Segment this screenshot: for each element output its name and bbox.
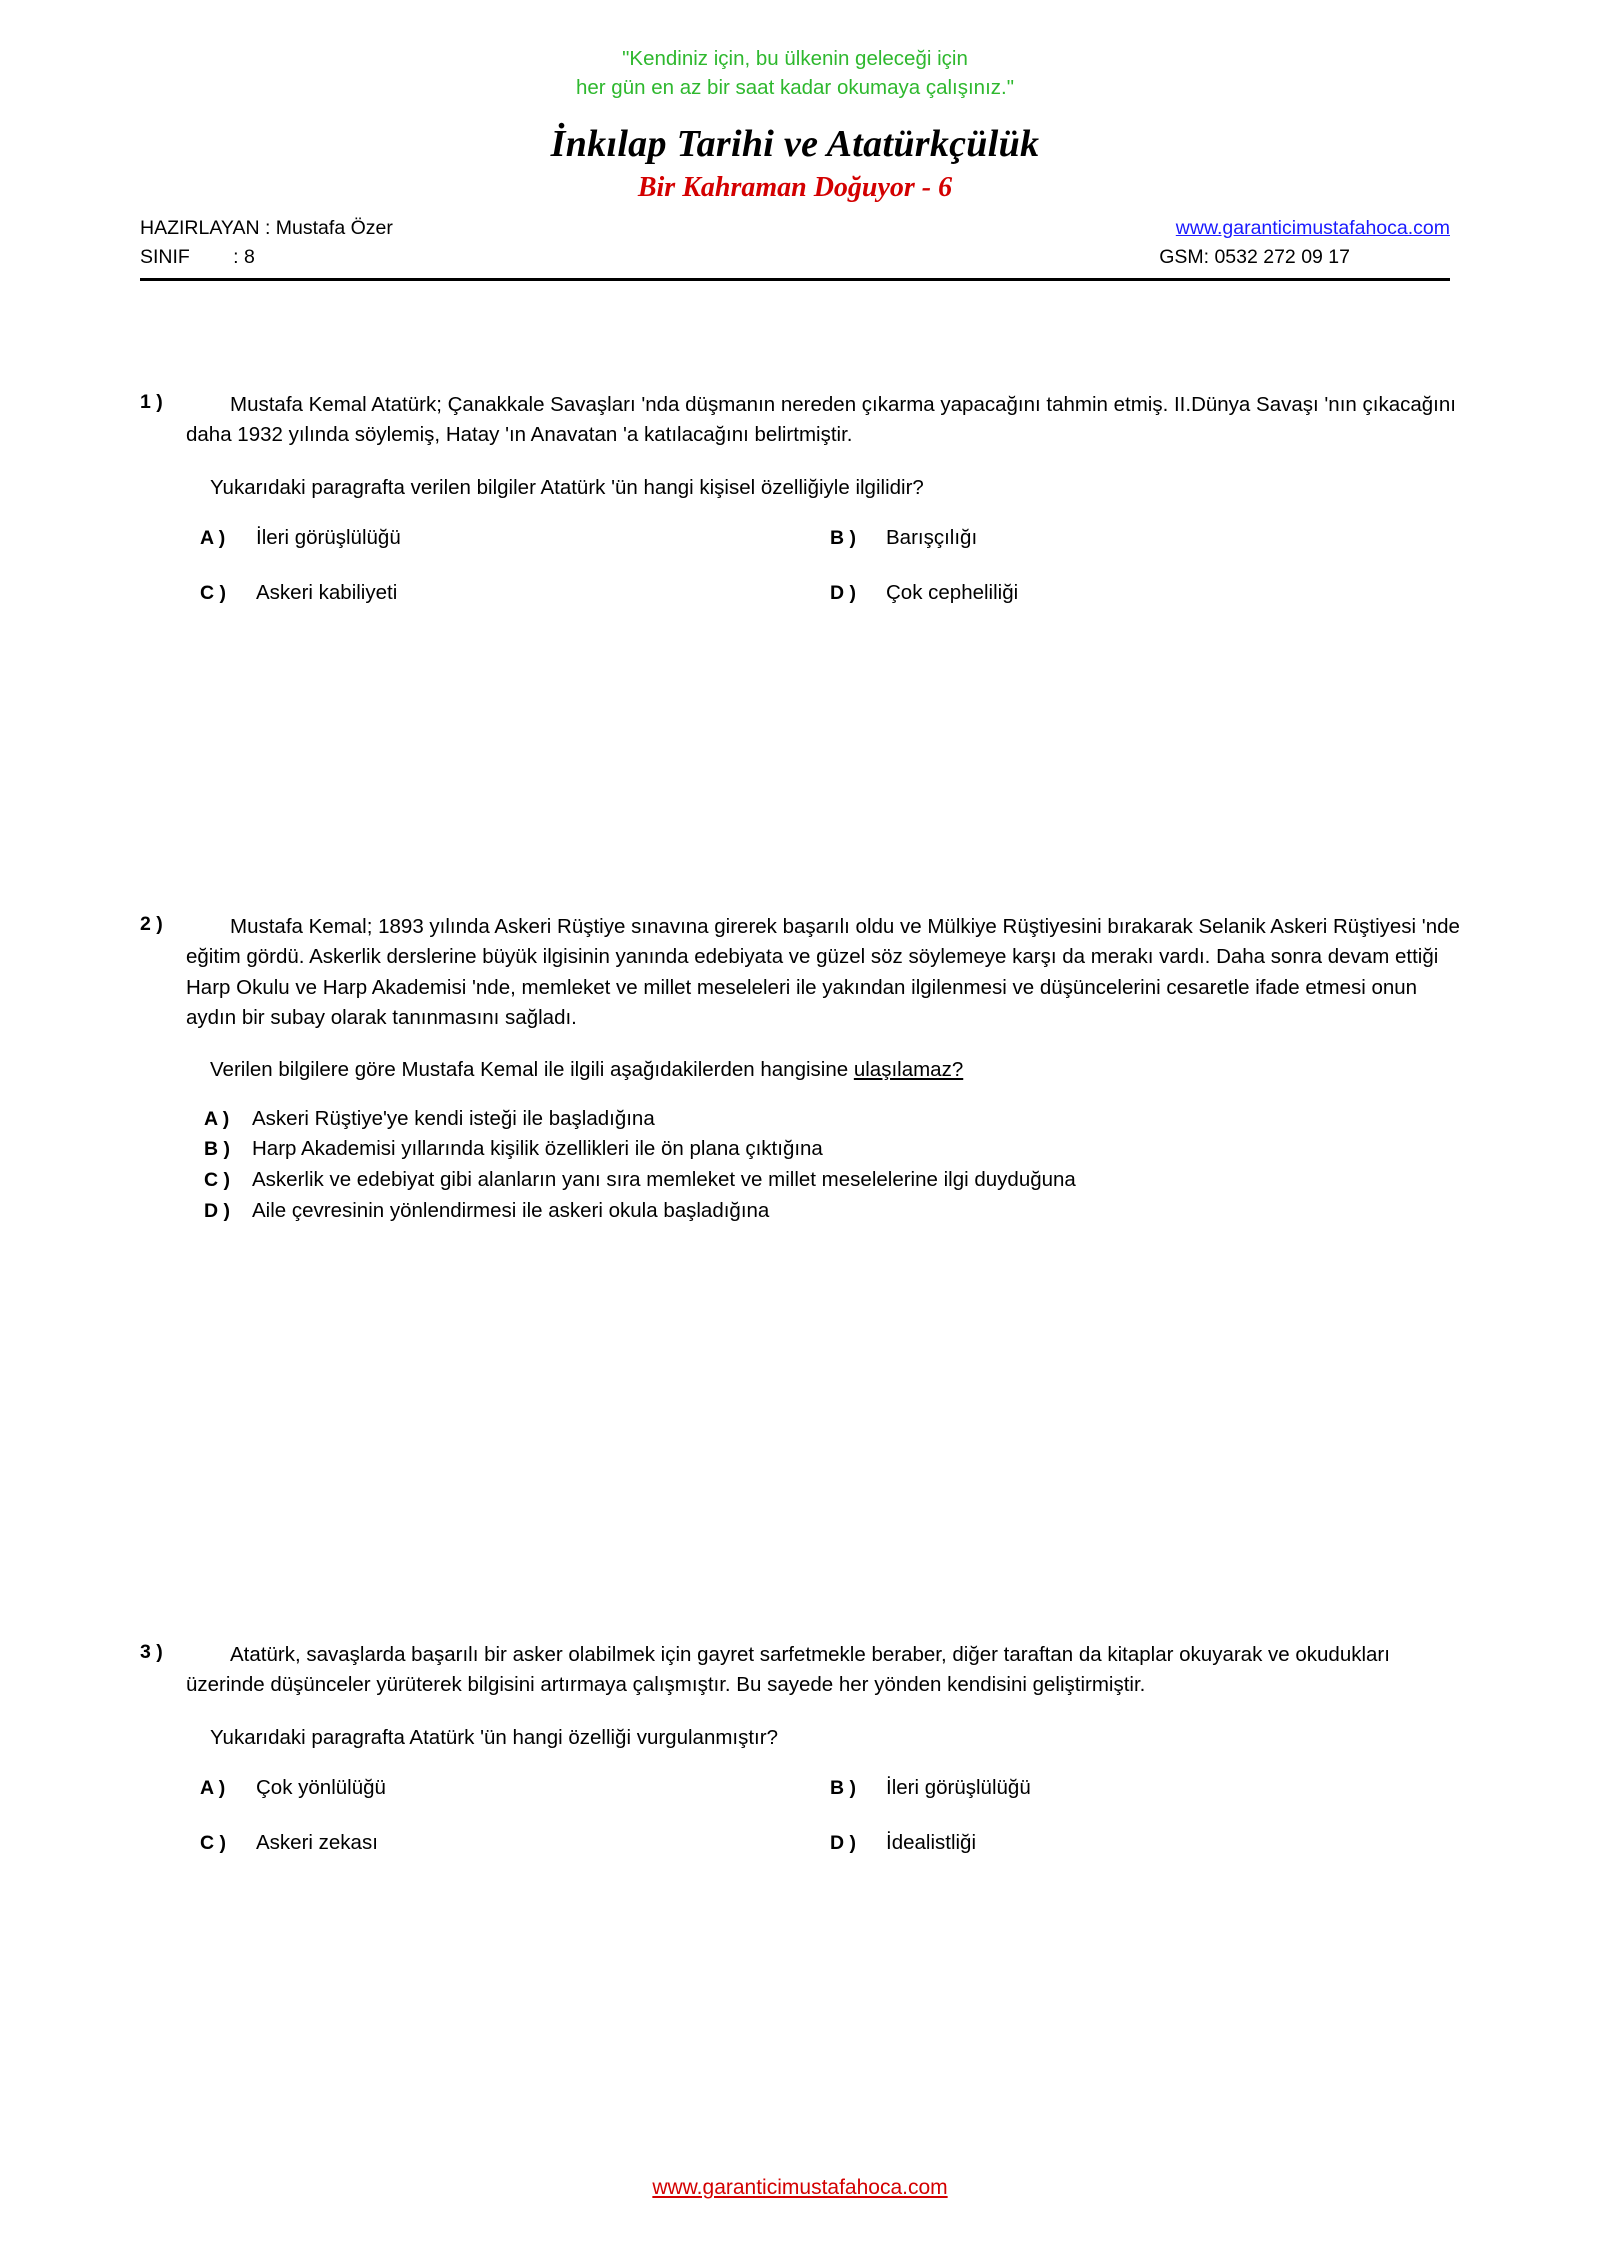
prepared-by-label: HAZIRLAYAN : Mustafa Özer [140,217,393,240]
option-2-d[interactable] [204,1198,1460,1225]
option-2-a[interactable] [204,1106,1460,1133]
meta-row-top [140,214,1450,243]
option-2-b-text: Harp Akademisi yıllarında kişilik özellikleri ile ön plana çıktığına [252,1137,823,1161]
option-2-c-text: Askerlik ve edebiyat gibi alanların yanı sıra memleket ve millet meselelerine ilgi duyduğuna [252,1167,1076,1191]
option-1-b-letter: B ) [830,526,856,549]
gsm-number: GSM: 0532 272 09 17 [1159,245,1350,268]
question-3-options [140,1775,1460,1856]
question-2-stem-underlined: ulaşılamaz? [853,1058,964,1082]
question-1-paragraph: Mustafa Kemal Atatürk; Çanakkale Savaşları 'nda düşmanın nereden çıkarma yapacağını tahmin etmiş. II.Dünya Savaşı 'nın çıkacağını daha 1932 yılında söylemiş, Hatay 'ın Anavatan 'a katılacağını belirtmiştir. [186,393,1456,447]
option-3-c-text: Askeri zekası [256,1830,378,1854]
option-2-a-letter: A ) [204,1107,230,1130]
option-2-d-letter: D ) [204,1199,230,1222]
option-3-d-text: İdealistliği [886,1830,977,1854]
question-1-options [140,525,1460,606]
option-3-d[interactable] [830,1830,1460,1857]
header-meta [140,214,1450,280]
option-3-a[interactable] [200,1775,830,1802]
option-3-a-text: Çok yönlülüğü [256,1775,386,1799]
option-1-d-text: Çok cepheliliği [886,580,1019,604]
question-2-paragraph: Mustafa Kemal; 1893 yılında Askeri Rüştiye sınavına girerek başarılı oldu ve Mülkiye Rüştiyesini bırakarak Selanik Askeri Rüştiyesi 'nde eğitim gördü. Askerlik derslerine büyük ilgisinin yanında edebiyata ve güzel söz söylemeye karşı da merakı vardı. Daha sonra devam ettiği Harp Okulu ve Harp Akademisi 'nde, memleket ve millet meseleleri ile yakından ilgilenmesi ve düşüncelerini cesaretle ifade etmesi onun aydın bir subay olarak tanınmasını sağladı. [186,915,1460,1029]
option-3-c[interactable] [200,1830,830,1857]
question-3 [140,1640,1460,1856]
question-1-stem: Yukarıdaki paragrafta verilen bilgiler Atatürk 'ün hangi kişisel özelliğiyle ilgilidir? [210,475,924,499]
question-2-text [186,912,1460,1033]
question-2-number: 2 ) [140,913,163,935]
motto-line-2: her gün en az bir saat kadar okumaya çalışınız." [575,76,1014,100]
option-2-c[interactable] [204,1167,1460,1194]
page-subtitle: Bir Kahraman Doğuyor - 6 [637,172,953,204]
question-3-body [140,1640,1460,1701]
header-website-link[interactable]: www.garanticimustafahoca.com [1175,217,1450,240]
option-1-b[interactable] [830,525,1460,552]
page-title: İnkılap Tarihi ve Atatürkçülük [550,123,1040,166]
meta-row-bottom [140,243,1450,272]
question-1-number: 1 ) [140,391,163,413]
question-2-stem [140,1055,1460,1085]
question-3-stem: Yukarıdaki paragrafta Atatürk 'ün hangi özelliği vurgulanmıştır? [210,1725,778,1749]
option-3-a-letter: A ) [200,1776,226,1799]
option-1-c-letter: C ) [200,581,226,604]
class-label: SINIF : 8 [140,245,255,268]
option-1-c[interactable] [200,580,830,607]
option-3-d-letter: D ) [830,1831,856,1854]
option-1-a-text: İleri görüşlülüğü [256,525,401,549]
question-3-text [186,1640,1460,1701]
option-1-c-text: Askeri kabiliyeti [256,580,398,604]
question-2-options [140,1106,1460,1225]
option-1-d[interactable] [830,580,1460,607]
option-3-b-text: İleri görüşlülüğü [886,1775,1031,1799]
option-2-d-text: Aile çevresinin yönlendirmesi ile askeri okula başladığına [252,1198,770,1222]
question-1-text [186,390,1460,451]
option-2-b-letter: B ) [204,1138,230,1161]
option-3-b[interactable] [830,1775,1460,1802]
question-2-stem-pre: Verilen bilgilere göre Mustafa Kemal ile ilgili aşağıdakilerden hangisine [210,1058,854,1082]
option-3-b-letter: B ) [830,1776,856,1799]
footer-website-link[interactable]: www.garanticimustafahoca.com [652,2176,948,2199]
question-3-paragraph: Atatürk, savaşlarda başarılı bir asker olabilmek için gayret sarfetmekle beraber, diğer taraftan da kitaplar okuyarak ve okudukları üzerinde düşünceler yürüterek bilgisini artırmaya çalışmıştır. Bu sayede her yönden kendisini geliştirmiştir. [186,1643,1390,1697]
option-1-a[interactable] [200,525,830,552]
question-2 [140,912,1460,1228]
option-2-c-letter: C ) [204,1168,230,1191]
question-1 [140,390,1460,606]
option-2-a-text: Askeri Rüştiye'ye kendi isteği ile başladığına [252,1106,655,1130]
question-2-body [140,912,1460,1033]
option-1-d-letter: D ) [830,581,856,604]
motto-line-1: "Kendiniz için, bu ülkenin geleceği için [622,47,968,70]
option-1-a-letter: A ) [200,526,226,549]
motto-quote [140,44,1450,102]
option-2-b[interactable] [204,1136,1460,1163]
option-3-c-letter: C ) [200,1831,226,1854]
option-1-b-text: Barışçılığı [886,525,978,549]
header-divider [140,278,1450,281]
question-3-number: 3 ) [140,1641,163,1663]
question-1-body [140,390,1460,451]
